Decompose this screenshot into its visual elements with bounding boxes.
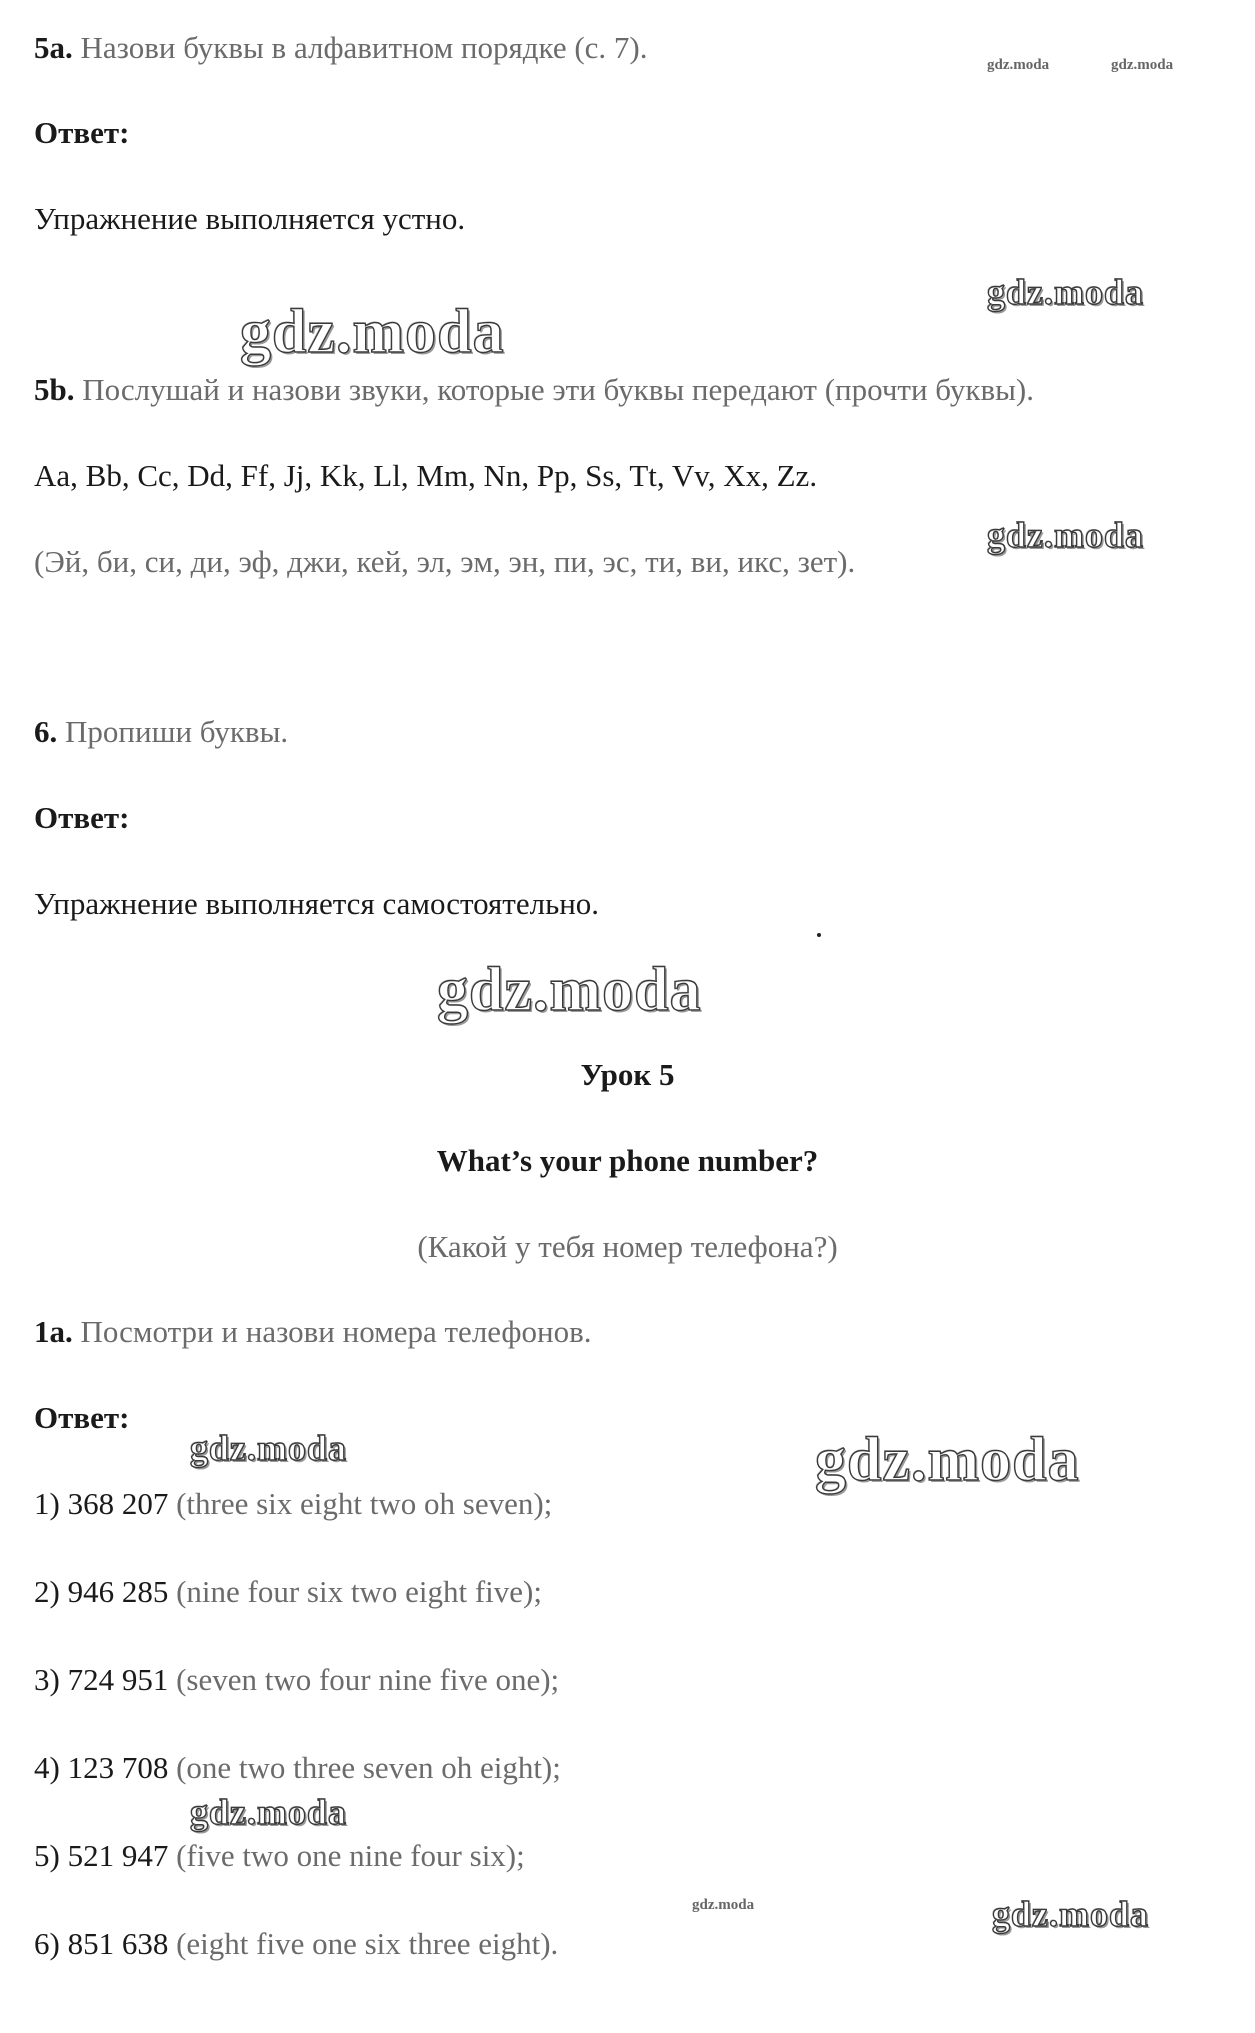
exercise-5a-heading	[34, 28, 648, 68]
watermark: gdz.moda	[987, 515, 1145, 555]
exercise-label: 5b.	[34, 372, 75, 407]
exercise-label: 6.	[34, 714, 58, 749]
watermark: gdz.moda	[190, 1792, 348, 1832]
phone-words: (seven two four nine five one);	[176, 1662, 560, 1697]
phone-item	[34, 1660, 559, 1700]
watermark: gdz.moda	[692, 1897, 755, 1913]
watermark: gdz.moda	[987, 57, 1050, 73]
phone-words: (one two three seven oh eight);	[176, 1750, 561, 1785]
phone-item	[34, 1924, 558, 1964]
phone-item	[34, 1572, 542, 1612]
exercise-task: Пропиши буквы.	[65, 714, 289, 749]
phone-number: 4) 123 708	[34, 1750, 169, 1785]
phone-item	[34, 1748, 561, 1788]
phone-words: (eight five one six three eight).	[176, 1926, 559, 1961]
phone-number: 3) 724 951	[34, 1662, 169, 1697]
letter-sounds: (Эй, би, си, ди, эф, джи, кей, эл, эм, эн, пи, эс, ти, ви, икс, зет).	[34, 544, 856, 579]
answer-text: Упражнение выполняется устно.	[34, 201, 466, 236]
watermark: gdz.moda	[987, 272, 1145, 312]
exercise-task: Послушай и назови звуки, которые эти буквы передают (прочти буквы).	[82, 372, 1034, 407]
stray-dot	[817, 933, 821, 937]
phone-words: (three six eight two oh seven);	[176, 1486, 553, 1521]
answer-label: Ответ:	[34, 115, 130, 150]
answer-label: Ответ:	[34, 1400, 130, 1435]
phone-number: 5) 521 947	[34, 1838, 169, 1873]
phone-number: 2) 946 285	[34, 1574, 169, 1609]
watermark: gdz.moda	[437, 956, 702, 1024]
phone-words: (nine four six two eight five);	[176, 1574, 542, 1609]
watermark: gdz.moda	[815, 1426, 1080, 1494]
exercise-5b-heading	[34, 370, 1034, 410]
exercise-label: 1a.	[34, 1314, 73, 1349]
phone-item	[34, 1484, 552, 1524]
watermark: gdz.moda	[992, 1894, 1150, 1934]
exercise-task: Назови буквы в алфавитном порядке (с. 7).	[80, 30, 648, 65]
exercise-1a-heading	[34, 1312, 592, 1352]
exercise-6-heading	[34, 712, 288, 752]
phone-number: 6) 851 638	[34, 1926, 169, 1961]
answer-text: Упражнение выполняется самостоятельно.	[34, 886, 600, 921]
exercise-label: 5a.	[34, 30, 73, 65]
lesson-translation: (Какой у тебя номер телефона?)	[417, 1229, 838, 1264]
lesson-subtitle: What’s your phone number?	[436, 1143, 819, 1178]
answer-label: Ответ:	[34, 800, 130, 835]
phone-number: 1) 368 207	[34, 1486, 169, 1521]
phone-item	[34, 1836, 525, 1876]
exercise-task: Посмотри и назови номера телефонов.	[80, 1314, 592, 1349]
phone-words: (five two one nine four six);	[176, 1838, 525, 1873]
lesson-title: Урок 5	[580, 1057, 675, 1092]
letters-list: Aa, Bb, Cc, Dd, Ff, Jj, Kk, Ll, Mm, Nn, Pp, Ss, Tt, Vv, Xx, Zz.	[34, 458, 818, 493]
watermark: gdz.moda	[190, 1428, 348, 1468]
watermark: gdz.moda	[1111, 57, 1174, 73]
watermark: gdz.moda	[240, 298, 505, 366]
